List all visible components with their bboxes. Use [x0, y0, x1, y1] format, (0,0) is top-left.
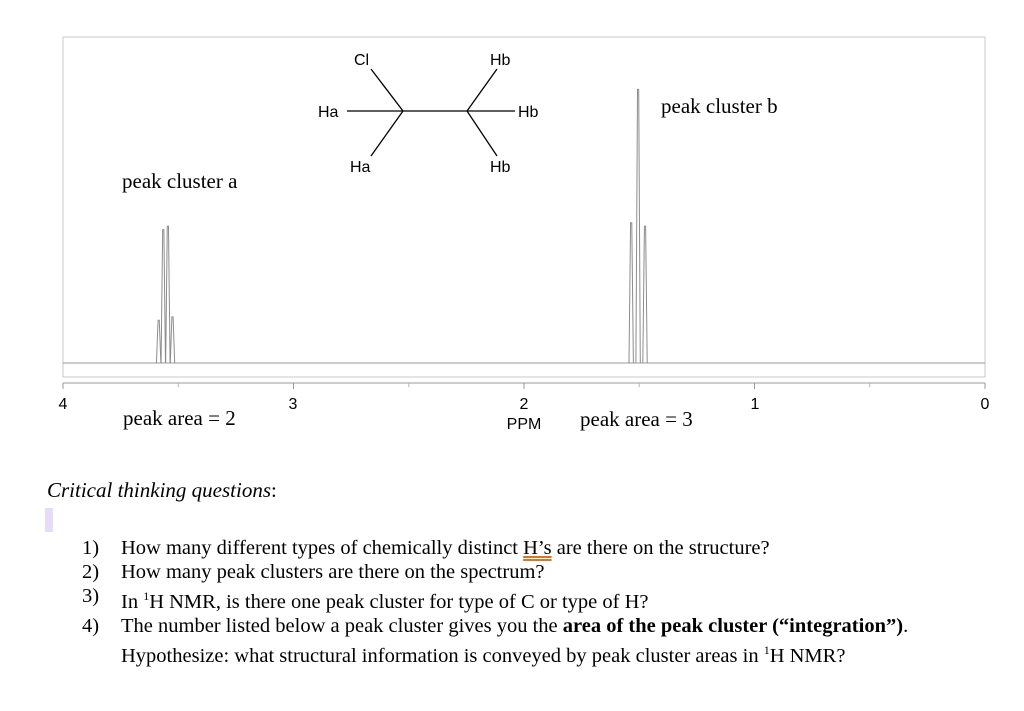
question-item — [82, 536, 1012, 560]
questions-heading-colon: : — [271, 478, 277, 502]
peak-a-line — [161, 230, 165, 363]
question-text — [121, 584, 1012, 614]
question-number: 1) — [82, 537, 100, 559]
question-text-part: . Hypothesize: what structural information is conveyed by peak cluster areas in — [121, 614, 909, 667]
peak-a-line — [156, 320, 160, 363]
question-item — [82, 614, 1012, 668]
peak-cluster-a-label: peak cluster a — [122, 169, 238, 193]
question-text-part: H NMR? — [769, 644, 846, 667]
question-text-part: H NMR, is there one peak cluster for type of C or type of H? — [149, 590, 649, 613]
question-text-part: The number listed below a peak cluster gives you the — [121, 614, 563, 637]
questions-heading — [47, 478, 277, 503]
question-number: 3) — [82, 585, 100, 607]
bond-c2-hb-top — [467, 69, 497, 111]
peak-a-line — [170, 317, 174, 363]
peak-area-a-label: peak area = 2 — [123, 406, 236, 430]
atom-hb-top: Hb — [490, 52, 511, 69]
x-axis-label: PPM — [506, 416, 542, 433]
superscript: 1 — [763, 642, 770, 657]
question-number: 4) — [82, 614, 100, 637]
superscript: 1 — [143, 589, 150, 603]
peak-b-line — [643, 226, 647, 363]
question-text-part: In — [121, 590, 144, 613]
question-text — [121, 536, 1012, 560]
atom-cl: Cl — [354, 52, 370, 69]
peak-lines — [156, 89, 647, 363]
question-text-part: are there on the structure? — [551, 537, 770, 559]
questions-heading-text: Critical thinking questions — [47, 478, 271, 502]
question-item — [82, 584, 1012, 614]
tick-label-2: 2 — [519, 396, 529, 413]
peak-area-b-label: peak area = 3 — [580, 407, 693, 431]
questions-list — [82, 536, 1012, 668]
tick-label-0: 0 — [980, 396, 990, 413]
peak-a-line — [166, 226, 170, 363]
plot-frame — [63, 37, 985, 377]
axis-ticks — [63, 383, 985, 389]
question-number: 2) — [82, 561, 100, 583]
atom-hb-bottom: Hb — [490, 159, 511, 176]
atom-ha-left: Ha — [318, 104, 339, 121]
bond-c1-cl — [371, 69, 403, 111]
peak-b-line — [636, 89, 640, 363]
chemical-structure — [347, 69, 515, 156]
question-text-part: How many different types of chemically distinct — [121, 537, 524, 559]
spellcheck-underlined-word: H’s — [523, 537, 552, 559]
tick-label-1: 1 — [750, 396, 760, 413]
question-item — [82, 560, 1012, 584]
peak-b-line — [629, 223, 633, 363]
peak-cluster-b-label: peak cluster b — [661, 94, 778, 118]
tick-label-3: 3 — [288, 396, 298, 413]
question-text — [121, 614, 1012, 668]
atom-hb-right: Hb — [518, 104, 539, 121]
bond-c1-ha — [371, 111, 403, 156]
bond-c2-hb-bottom — [467, 111, 497, 156]
question-text: How many peak clusters are there on the spectrum? — [121, 561, 545, 583]
tick-label-4: 4 — [58, 396, 68, 413]
text-cursor-marker — [45, 508, 53, 532]
bold-phrase: area of the peak cluster (“integration”) — [562, 614, 904, 637]
atom-ha-bottom: Ha — [350, 159, 371, 176]
